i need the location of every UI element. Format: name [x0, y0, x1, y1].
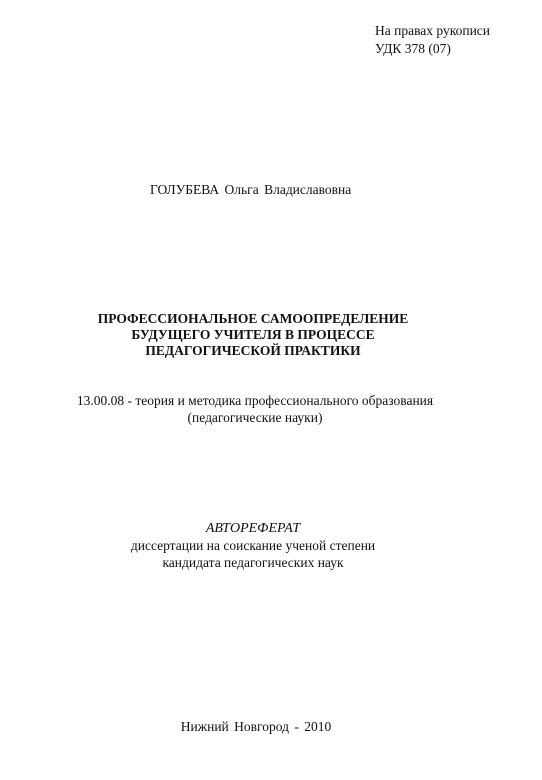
- udc-code: УДК 378 (07): [375, 41, 451, 56]
- abstract-label: АВТОРЕФЕРАТ: [205, 521, 301, 536]
- science-field: (педагогические науки): [187, 410, 323, 425]
- city-year: Нижний Новгород - 2010: [180, 719, 332, 734]
- title-line-2: БУДУЩЕГО УЧИТЕЛЯ В ПРОЦЕССЕ: [131, 327, 375, 342]
- author-name: ГОЛУБЕВА Ольга Владиславовна: [150, 182, 352, 197]
- specialty-code-line: 13.00.08 - теория и методика профессионального образования: [76, 393, 434, 408]
- title-line-3: ПЕДАГОГИЧЕСКОЙ ПРАКТИКИ: [145, 343, 361, 358]
- dissertation-line-1: диссертации на соискание ученой степени: [130, 538, 376, 553]
- title-line-1: ПРОФЕССИОНАЛЬНОЕ САМООПРЕДЕЛЕНИЕ: [97, 311, 409, 326]
- manuscript-rights-note: На правах рукописи: [375, 23, 491, 38]
- dissertation-line-2: кандидата педагогических наук: [162, 555, 344, 570]
